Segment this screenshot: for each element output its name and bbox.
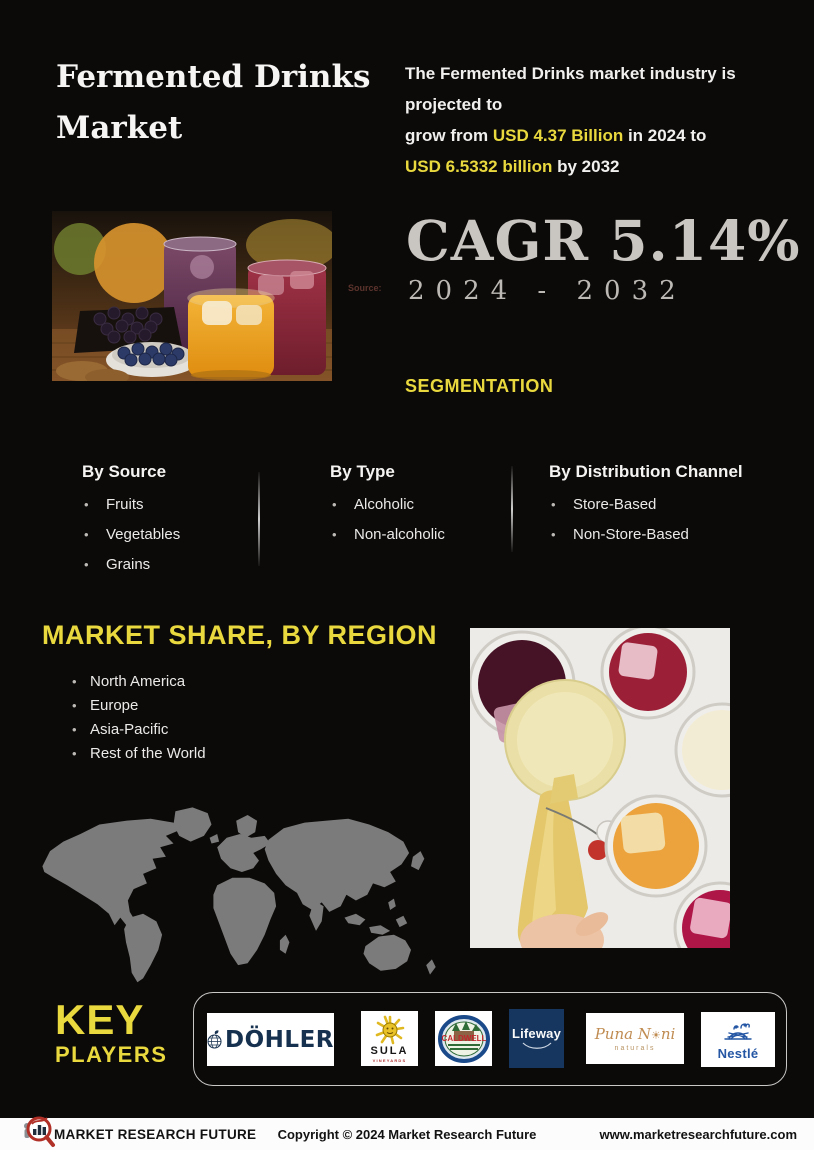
lifeway-wordmark: Lifeway [511, 1026, 562, 1041]
page-title [56, 52, 386, 154]
caldwell-badge-icon [438, 1015, 490, 1063]
puna-noni-subtitle: naturals [614, 1045, 656, 1052]
list-item: • Alcoholic [330, 496, 445, 513]
segment-column-distribution [549, 462, 743, 556]
list-item: • North America [70, 673, 206, 690]
world-map-svg [28, 796, 452, 986]
value-2024: USD 4.37 Billion [492, 126, 624, 145]
list-item: • Europe [70, 697, 206, 714]
dohler-wordmark: DÖHLER [225, 1026, 334, 1053]
cagr-period: 2024 - 2032 [408, 276, 687, 306]
world-map [28, 796, 452, 986]
logo-dohler [207, 1013, 334, 1066]
segment-list-source [82, 496, 180, 573]
region-list [70, 673, 206, 769]
key-players-label [55, 998, 167, 1068]
lifeway-arc-icon [520, 1041, 554, 1051]
list-item: • Non-Store-Based [549, 526, 743, 543]
list-item: • Fruits [82, 496, 180, 513]
list-item: • Asia-Pacific [70, 721, 206, 738]
list-item: • Non-alcoholic [330, 526, 445, 543]
sula-subtitle: VINEYARDS [372, 1057, 407, 1063]
drinks-topview-photo-svg [470, 628, 730, 948]
page-title-line1: Fermented Drinks [56, 59, 371, 95]
segment-title-distribution: By Distribution Channel [549, 462, 743, 481]
list-item: • Store-Based [549, 496, 743, 513]
logo-lifeway [509, 1009, 564, 1068]
value-2032: USD 6.5332 billion [405, 157, 553, 176]
market-share-heading: MARKET SHARE, BY REGION [42, 620, 438, 650]
list-item: • Rest of the World [70, 745, 206, 762]
sula-sun-icon [375, 1015, 405, 1045]
fermented-drinks-photo [52, 211, 332, 381]
footer-brand: MARKET RESEARCH FUTURE [54, 1126, 257, 1142]
segment-list-distribution [549, 496, 743, 543]
svg-text:CALDWELL: CALDWELL [441, 1033, 486, 1043]
source-note: Source: [348, 283, 382, 293]
logo-puna-noni [586, 1013, 684, 1064]
key-players-logo-box [193, 992, 787, 1086]
sula-wordmark: SULA [370, 1044, 409, 1057]
segment-list-type [330, 496, 445, 543]
footer [0, 1118, 814, 1150]
key-players-line2: PLAYERS [55, 1042, 168, 1067]
fermented-drinks-photo-svg [52, 211, 332, 381]
segment-column-source [82, 462, 180, 586]
intro-line3-post: by 2032 [552, 157, 620, 176]
logo-sula [361, 1011, 418, 1066]
puna-sun-icon: ☀ [650, 1029, 661, 1042]
intro-line1: The Fermented Drinks market industry is projected to [405, 64, 736, 114]
dohler-globe-icon [207, 1020, 223, 1060]
segment-title-type: By Type [330, 462, 395, 481]
nestle-nest-icon [721, 1019, 755, 1045]
intro-line2-post: in 2024 to [623, 126, 707, 145]
list-item: • Vegetables [82, 526, 180, 543]
puna-text-post: ni [660, 1025, 676, 1043]
segment-column-type [330, 462, 445, 556]
puna-noni-wordmark [595, 1025, 676, 1043]
footer-copyright: Copyright © 2024 Market Research Future [277, 1126, 537, 1142]
nestle-wordmark: Nestlé [717, 1045, 759, 1061]
cagr-value: CAGR 5.14% [406, 208, 801, 273]
segmentation-heading: SEGMENTATION [405, 376, 554, 396]
intro-text [405, 58, 805, 182]
segment-title-source: By Source [82, 462, 167, 481]
segment-divider-2 [511, 466, 513, 552]
intro-line2-pre: grow from [405, 126, 493, 145]
list-item: • Grains [82, 556, 180, 573]
segment-divider-1 [258, 472, 260, 566]
drinks-topview-photo [470, 628, 730, 948]
page-title-line2: Market [56, 110, 183, 146]
footer-website-link[interactable]: www.marketresearchfuture.com [599, 1126, 797, 1142]
logo-nestle [701, 1012, 775, 1067]
puna-text-pre: Puna N [594, 1025, 651, 1043]
logo-caldwell [435, 1011, 492, 1066]
key-players-line1: KEY [55, 996, 145, 1043]
